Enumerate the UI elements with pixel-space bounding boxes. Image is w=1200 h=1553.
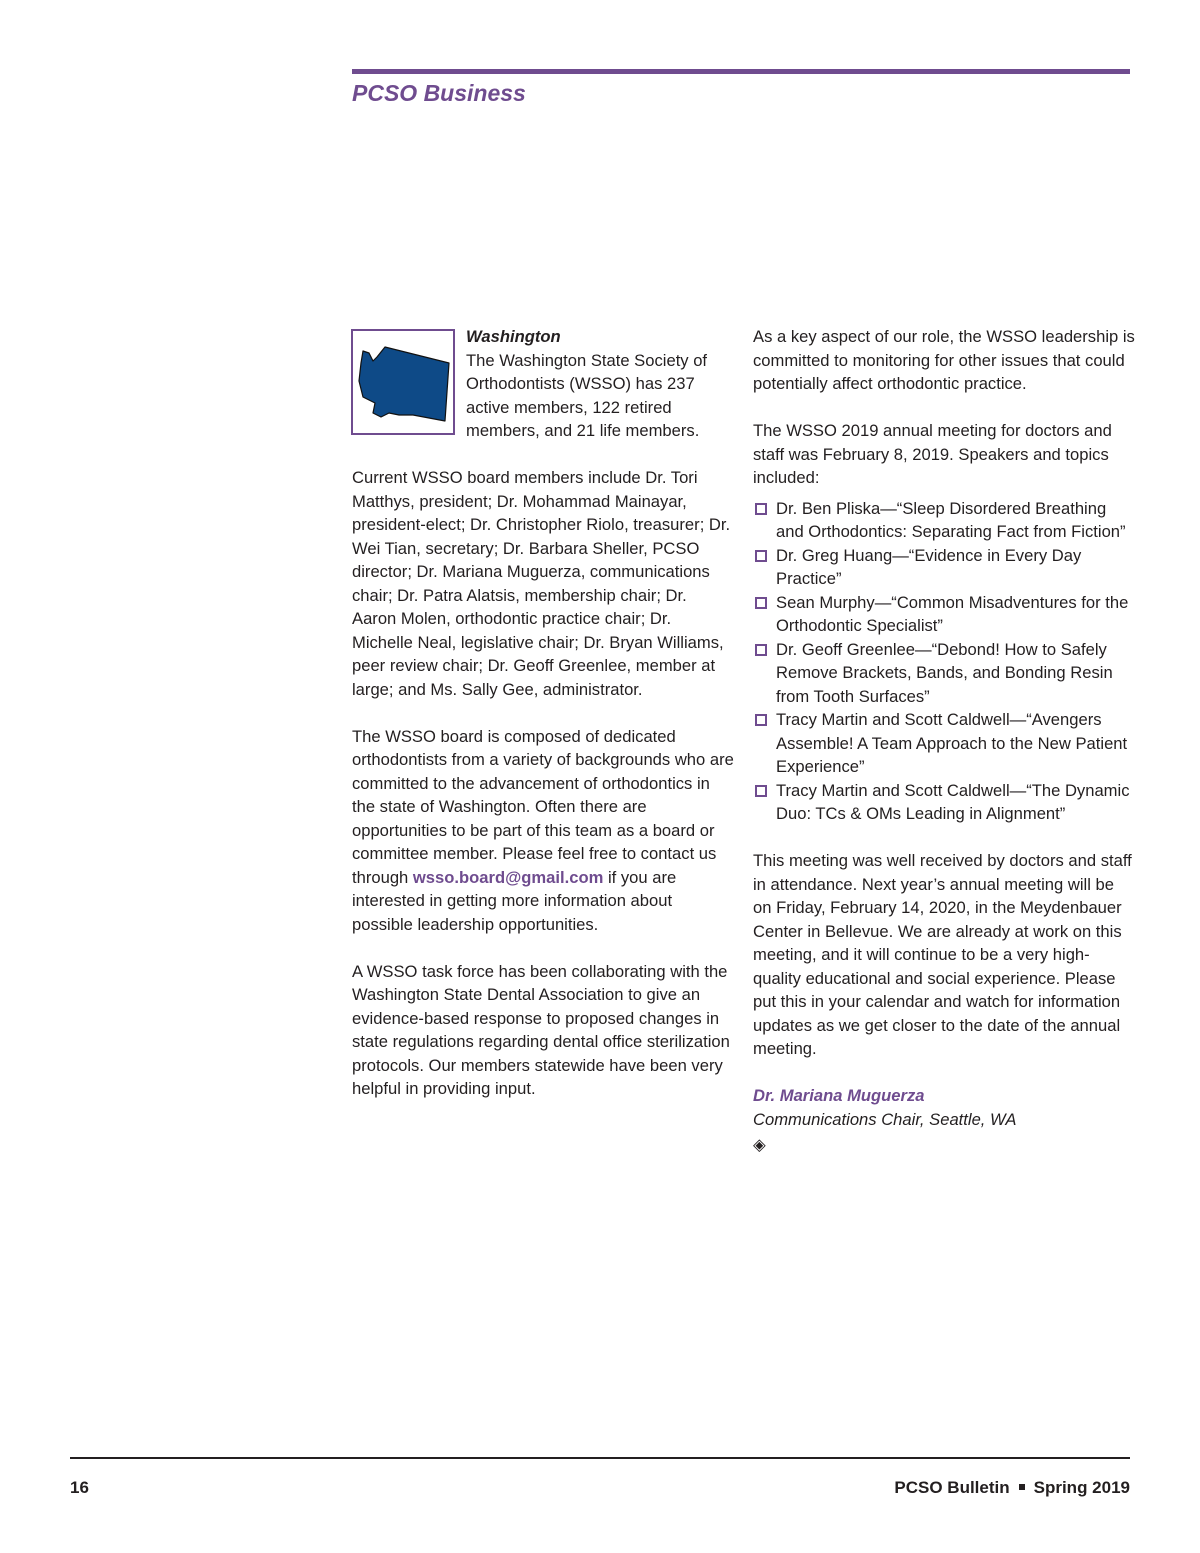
section-title: PCSO Business bbox=[352, 80, 526, 106]
board-composition-paragraph bbox=[352, 725, 734, 937]
end-of-article-icon: ◈ bbox=[753, 1135, 766, 1154]
issue-date: Spring 2019 bbox=[1033, 1478, 1130, 1497]
list-item: Sean Murphy—“Common Misadventures for the Orthodontic Specialist” bbox=[753, 591, 1135, 638]
intro-paragraph: The Washington State Society of Orthodontists (WSSO) has 237 active members, 122 retired members, and 21 life members. bbox=[466, 350, 708, 440]
author-name: Dr. Mariana Muguerza bbox=[753, 1086, 925, 1105]
square-bullet-icon bbox=[755, 785, 767, 797]
square-bullet-icon bbox=[755, 550, 767, 562]
list-item: Dr. Greg Huang—“Evidence in Every Day Practice” bbox=[753, 544, 1135, 591]
closing-paragraph: This meeting was well received by doctors and staff in attendance. Next year’s annual meeting will be on Friday, February 14, 2020, in the Meydenbauer Center in Bellevue. We are already at work on this meeting, and it will continue to be a very high-quality educational and social experience. Please put this in your calendar and watch for information updates as we get closer to the date of the annual meeting. bbox=[753, 851, 1132, 1058]
page-number: 16 bbox=[70, 1478, 89, 1497]
state-intro bbox=[466, 325, 734, 443]
left-column bbox=[352, 325, 734, 1101]
task-force-paragraph: A WSSO task force has been collaborating with the Washington State Dental Association to give an evidence-based response to proposed changes in state regulations regarding dental office sterilization protocols. Our members statewide have been very helpful in providing input. bbox=[352, 961, 730, 1098]
composition-text: The WSSO board is composed of dedicated orthodontists from a variety of backgrounds who are committed to the advancement of orthodontics in the state of Washington. Often there are opportunities to be part of this team as a board or committee member. Please feel free to contact us through bbox=[352, 726, 734, 887]
square-bullet-icon bbox=[755, 714, 767, 726]
publication-name: PCSO Bulletin bbox=[894, 1478, 1010, 1497]
square-bullet-icon bbox=[755, 597, 767, 609]
list-item: Dr. Geoff Greenlee—“Debond! How to Safely Remove Brackets, Bands, and Bonding Resin from Tooth Surfaces” bbox=[753, 638, 1135, 709]
meeting-intro-paragraph: The WSSO 2019 annual meeting for doctors and staff was February 8, 2019. Speakers and topics included: bbox=[753, 421, 1112, 487]
board-email-link[interactable]: wsso.board@gmail.com bbox=[412, 867, 604, 887]
board-members-paragraph: Current WSSO board members include Dr. Tori Matthys, president; Dr. Mohammad Mainayar, president-elect; Dr. Christopher Riolo, treasurer; Dr. Wei Tian, secretary; Dr. Barbara Sheller, PCSO director; Dr. Mariana Muguerza, communications chair; Dr. Patra Alatsis, membership chair; Dr. Aaron Molen, orthodontic practice chair; Dr. Michelle Neal, legislative chair; Dr. Bryan Williams, peer review chair; Dr. Geoff Greenlee, member at large; and Ms. Sally Gee, administrator. bbox=[352, 468, 731, 699]
square-separator-icon bbox=[1019, 1484, 1025, 1490]
section-header-rule bbox=[352, 69, 1130, 74]
state-heading: Washington bbox=[466, 327, 561, 346]
list-item: Tracy Martin and Scott Caldwell—“Avengers Assemble! A Team Approach to the New Patient Experience” bbox=[753, 708, 1135, 779]
list-item: Tracy Martin and Scott Caldwell—“The Dynamic Duo: TCs & OMs Leading in Alignment” bbox=[753, 779, 1135, 826]
square-bullet-icon bbox=[755, 503, 767, 515]
composition-text-end: if you are interested in getting more information about possible leadership opportunities. bbox=[352, 867, 677, 934]
author-title: Communications Chair, Seattle, WA bbox=[753, 1109, 1017, 1129]
right-column bbox=[753, 325, 1135, 1157]
square-bullet-icon bbox=[755, 644, 767, 656]
footer-rule bbox=[70, 1457, 1130, 1459]
speaker-list bbox=[753, 497, 1135, 826]
monitoring-paragraph: As a key aspect of our role, the WSSO leadership is committed to monitoring for other issues that could potentially affect orthodontic practice. bbox=[753, 327, 1135, 393]
list-item: Dr. Ben Pliska—“Sleep Disordered Breathing and Orthodontics: Separating Fact from Fiction” bbox=[753, 497, 1135, 544]
footer-publication bbox=[894, 1478, 1130, 1498]
